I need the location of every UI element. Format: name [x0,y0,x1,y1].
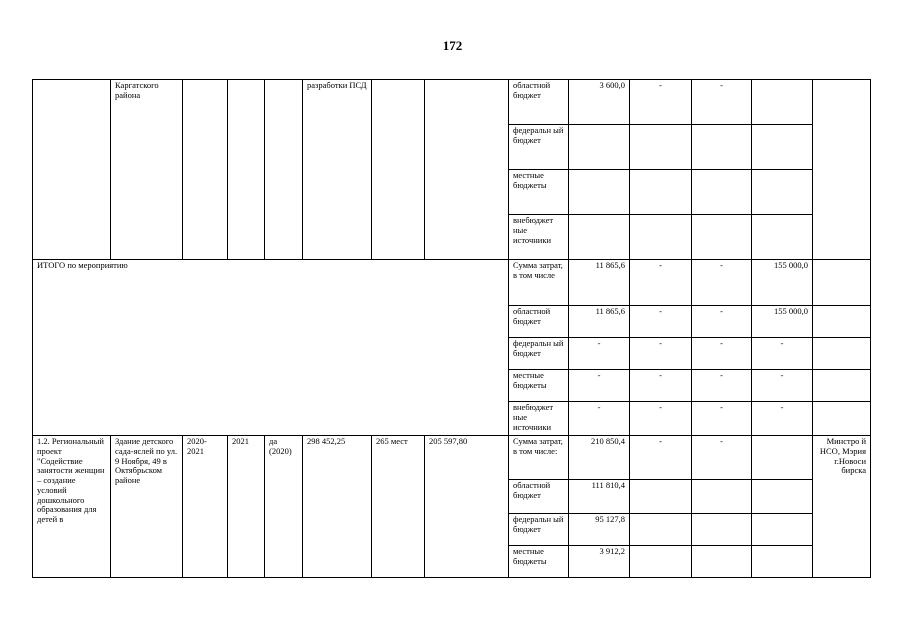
value-2022-cell [692,215,752,260]
remaining-cell: 205 597,80 [425,436,509,578]
value-2021-cell: - [630,436,692,480]
value-2021-cell: - [630,402,692,436]
item-cell [33,80,111,260]
value-2021-cell: - [630,80,692,125]
value-2020-cell: 3 600,0 [569,80,630,125]
value-2022-cell: - [692,338,752,370]
value-2021-cell [630,546,692,578]
source-cell: местные бюджеты [509,546,569,578]
year-cell [228,80,265,260]
value-2023-cell: 155 000,0 [752,260,813,306]
value-2020-cell [569,215,630,260]
value-2023-cell: - [752,338,813,370]
source-cell: местные бюджеты [509,370,569,402]
capacity-cell [372,80,425,260]
funding-table [32,79,871,578]
source-cell: внебюджет ные источники [509,402,569,436]
executor-cell: Минстро й НСО, Мэрия г.Новоси бирска [813,436,871,578]
table-row [33,260,871,306]
value-2023-cell [752,170,813,215]
executor-cell [813,306,871,338]
value-2020-cell: - [569,402,630,436]
value-2022-cell: - [692,306,752,338]
value-2020-cell [569,125,630,170]
value-2020-cell: 210 850,4 [569,436,630,480]
value-2022-cell [692,514,752,546]
total-label-cell: ИТОГО по мероприятию [33,260,509,436]
value-2020-cell: 11 865,6 [569,260,630,306]
value-2020-cell [569,170,630,215]
value-2023-cell [752,80,813,125]
value-2022-cell: - [692,80,752,125]
period-cell [183,80,228,260]
value-2022-cell: - [692,370,752,402]
source-cell: местные бюджеты [509,170,569,215]
source-cell: областной бюджет [509,80,569,125]
value-2023-cell [752,125,813,170]
object-cell: Каргатского района [111,80,183,260]
source-cell: внебюджет ные источники [509,215,569,260]
value-2023-cell [752,480,813,514]
table-row [33,80,871,125]
period-cell: 2020-2021 [183,436,228,578]
executor-cell [813,80,871,260]
value-2023-cell [752,436,813,480]
value-2020-cell: 111 810,4 [569,480,630,514]
table-row [33,436,871,480]
value-2021-cell: - [630,306,692,338]
value-2023-cell [752,215,813,260]
value-2023-cell: 155 000,0 [752,306,813,338]
source-cell: областной бюджет [509,480,569,514]
executor-cell [813,260,871,306]
cost-cell: 298 452,25 [303,436,372,578]
stage-cell: разработки ПСД [303,80,372,260]
source-cell: федеральн ый бюджет [509,338,569,370]
source-cell: Сумма затрат, в том числе: [509,436,569,480]
value-2022-cell: - [692,260,752,306]
design-cell: да (2020) [265,436,303,578]
value-2021-cell [630,514,692,546]
capacity-cell: 265 мест [372,436,425,578]
value-2022-cell: - [692,402,752,436]
value-2022-cell [692,546,752,578]
executor-cell [813,338,871,370]
value-2020-cell: - [569,338,630,370]
value-2023-cell [752,546,813,578]
value-2021-cell: - [630,260,692,306]
value-2020-cell: - [569,370,630,402]
source-cell: Сумма затрат, в том числе [509,260,569,306]
executor-cell [813,370,871,402]
value-2020-cell: 3 912,2 [569,546,630,578]
item-cell: 1.2. Региональный проект "Содействие занятости женщин – создание условий дошкольного образования для детей в [33,436,111,578]
value-2020-cell: 11 865,6 [569,306,630,338]
year-cell: 2021 [228,436,265,578]
value-2022-cell [692,480,752,514]
page-number: 172 [442,38,463,53]
remaining-cell [425,80,509,260]
value-2023-cell: - [752,370,813,402]
source-cell: федеральн ый бюджет [509,125,569,170]
source-cell: федеральн ый бюджет [509,514,569,546]
value-2022-cell [692,170,752,215]
object-cell: Здание детского сада-яслей по ул. 9 Ноября, 49 в Октябрьском районе [111,436,183,578]
value-2021-cell [630,215,692,260]
executor-cell [813,402,871,436]
value-2023-cell [752,514,813,546]
value-2021-cell [630,170,692,215]
value-2023-cell: - [752,402,813,436]
value-2022-cell [692,125,752,170]
value-2020-cell: 95 127,8 [569,514,630,546]
value-2021-cell: - [630,338,692,370]
source-cell: областной бюджет [509,306,569,338]
design-cell [265,80,303,260]
value-2022-cell: - [692,436,752,480]
value-2021-cell [630,480,692,514]
value-2021-cell: - [630,370,692,402]
value-2021-cell [630,125,692,170]
